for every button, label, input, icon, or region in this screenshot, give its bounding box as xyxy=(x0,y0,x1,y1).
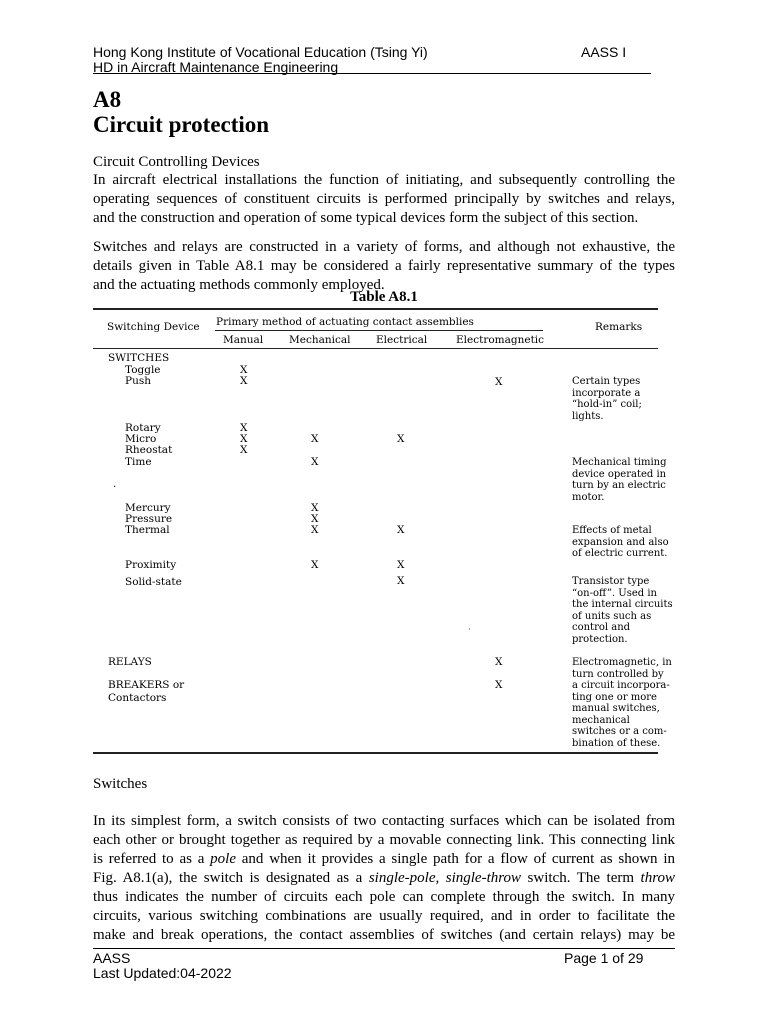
table-group-rule xyxy=(215,330,543,331)
table-remark-line: control and xyxy=(572,622,631,633)
table-remark-line: Effects of metal xyxy=(572,525,652,536)
table-header-electromagnetic: Electromagnetic xyxy=(456,334,545,346)
table-mark: X xyxy=(397,559,405,571)
term-pole: pole xyxy=(210,851,236,867)
table-remark-line: the internal circuits xyxy=(572,599,673,610)
table-group-contactors: Contactors xyxy=(108,692,167,704)
switches-heading: Switches xyxy=(93,776,148,792)
table-group-breakers: BREAKERS or xyxy=(108,679,185,691)
table-remark-line: device operated in xyxy=(572,468,667,480)
table-remark-line: turn controlled by xyxy=(572,668,664,680)
table-remark-line: lights. xyxy=(572,410,604,422)
table-remark-line: protection. xyxy=(572,633,628,645)
table-remark-line: bination of these. xyxy=(572,737,661,749)
table-remark-line: “hold-in” coil; xyxy=(572,399,642,410)
table-mark: X xyxy=(311,524,319,536)
paragraph-line: circuits, various switching combinations are usually required, and in order to facilitate the xyxy=(93,908,675,924)
table-remark-line: manual switches, xyxy=(572,703,660,714)
header-course-code: AASS I xyxy=(581,44,627,60)
page-title: Circuit protection xyxy=(93,112,270,137)
table-row-label: Rotary xyxy=(125,422,161,434)
table-remark-line: Certain types xyxy=(572,376,641,387)
term-spst: single-pole, single-throw xyxy=(368,870,522,886)
table-mark: X xyxy=(240,422,248,434)
footer-last-updated: Last Updated:04-2022 xyxy=(93,965,232,981)
table-mark: X xyxy=(311,456,319,468)
table-mark: X xyxy=(311,513,319,525)
table-row-label: Time xyxy=(125,456,152,468)
table-mark: X xyxy=(495,376,503,388)
table-group-switches: SWITCHES xyxy=(108,352,170,364)
term-throw: throw xyxy=(640,870,675,886)
table-remark xyxy=(572,457,682,503)
text-run: Fig. A8.1(a), the switch is designated as a xyxy=(93,870,369,886)
table-remark-line: motor. xyxy=(572,491,605,503)
paragraph-line: each other or brought together as required by a movable connecting link. This connecting link xyxy=(93,832,675,848)
footer-page-number: Page 1 of 29 xyxy=(564,950,644,966)
table-scan-mark: . xyxy=(113,478,117,490)
table-row-label: Proximity xyxy=(125,559,177,571)
table-remark-line: Electromagnetic, in xyxy=(572,657,672,668)
table-bottom-rule xyxy=(93,752,658,754)
paragraph-switches xyxy=(93,812,675,945)
table-mark: X xyxy=(397,524,405,536)
paragraph-line: make and break operations, the contact assemblies of switches (and certain relays) may be xyxy=(93,927,675,943)
paragraph-line: In its simplest form, a switch consists of two contacting surfaces which can be isolated from xyxy=(93,813,675,829)
section-heading: Circuit Controlling Devices xyxy=(93,154,260,170)
table-remark-line: Transistor type xyxy=(572,576,650,587)
table-row-label: Thermal xyxy=(125,524,170,536)
table-switching-devices xyxy=(93,306,675,756)
table-mark: X xyxy=(311,433,319,445)
text-run: and when it provides a single path for a flow of current as shown in xyxy=(235,851,675,867)
paragraph-line: and the actuating methods commonly employed. xyxy=(93,277,385,293)
text-run: switch. The term xyxy=(521,870,641,886)
footer-course: AASS xyxy=(93,950,131,966)
table-header-rule xyxy=(93,348,658,349)
table-mark: X xyxy=(495,679,503,691)
table-remark xyxy=(572,525,682,560)
paragraph-line: Switches and relays are constructed in a variety of forms, and although not exhaustive, the xyxy=(93,239,675,255)
table-row-label: Micro xyxy=(125,433,157,445)
table-remark-line: Mechanical timing xyxy=(572,457,667,468)
text-run: is referred to as a xyxy=(93,851,211,867)
table-header-remarks: Remarks xyxy=(595,321,643,333)
table-mark: X xyxy=(311,502,319,514)
table-row-label: Pressure xyxy=(125,513,173,525)
paragraph-intro xyxy=(93,171,675,228)
table-remark-line: switches or a com- xyxy=(572,726,667,737)
table-caption: Table A8.1 xyxy=(350,289,418,305)
table-remark xyxy=(572,376,682,422)
table-header-electrical: Electrical xyxy=(376,334,428,346)
paragraph-line: and the construction and operation of some typical devices form the subject of this section. xyxy=(93,210,639,226)
table-remark-line: ting one or more xyxy=(572,691,657,703)
table-row-label: Push xyxy=(125,375,151,387)
table-mark: X xyxy=(495,656,503,668)
table-row-label: Toggle xyxy=(125,364,161,376)
table-header-mechanical: Mechanical xyxy=(289,334,351,346)
table-remark-line: of units such as xyxy=(572,610,652,622)
table-mark: X xyxy=(397,433,405,445)
header-programme: HD in Aircraft Maintenance Engineering xyxy=(93,59,339,75)
paragraph-line: operating sequences of constituent circuits is performed principally by switches and relays, xyxy=(93,191,675,207)
table-header-manual: Manual xyxy=(223,334,264,346)
table-top-rule xyxy=(93,308,658,310)
paragraph-line: In aircraft electrical installations the function of initiating, and subsequently controlling the xyxy=(93,172,675,188)
table-group-header: Primary method of actuating contact assemblies xyxy=(216,316,474,328)
footer-rule xyxy=(93,948,675,949)
header-rule xyxy=(93,73,651,74)
table-remark-line: mechanical xyxy=(572,714,630,726)
table-mark: X xyxy=(240,444,248,456)
paragraph-table-intro xyxy=(93,238,675,295)
chapter-number: A8 xyxy=(93,87,122,112)
table-mark: X xyxy=(397,575,405,587)
table-mark: X xyxy=(311,559,319,571)
table-row-label: Solid-state xyxy=(125,576,182,588)
paragraph-line xyxy=(93,850,675,869)
table-mark: X xyxy=(240,375,248,387)
paragraph-line: details given in Table A8.1 may be considered a fairly representative summary of the types xyxy=(93,258,675,274)
table-remark-line: of electric current. xyxy=(572,548,668,559)
table-row-label: Mercury xyxy=(125,502,171,514)
table-remark-line: “on-off”. Used in xyxy=(572,587,657,599)
table-mark: X xyxy=(240,433,248,445)
table-row-label: Rheostat xyxy=(125,444,173,456)
header-institute: Hong Kong Institute of Vocational Education (Tsing Yi) xyxy=(93,44,428,60)
table-remark-line: expansion and also xyxy=(572,536,669,548)
table-scan-mark: ‘ xyxy=(468,627,471,636)
table-mark: X xyxy=(240,364,248,376)
table-remark-line: a circuit incorpora- xyxy=(572,680,670,691)
table-remark-line: turn by an electric xyxy=(572,480,666,491)
table-remark xyxy=(572,576,682,645)
table-remark xyxy=(572,657,682,749)
table-header-device: Switching Device xyxy=(107,321,200,333)
table-remark-line: incorporate a xyxy=(572,387,641,399)
paragraph-line: thus indicates the number of circuits each pole can complete through the switch. In many xyxy=(93,889,675,905)
paragraph-line xyxy=(93,869,675,888)
table-group-relays: RELAYS xyxy=(108,656,152,668)
